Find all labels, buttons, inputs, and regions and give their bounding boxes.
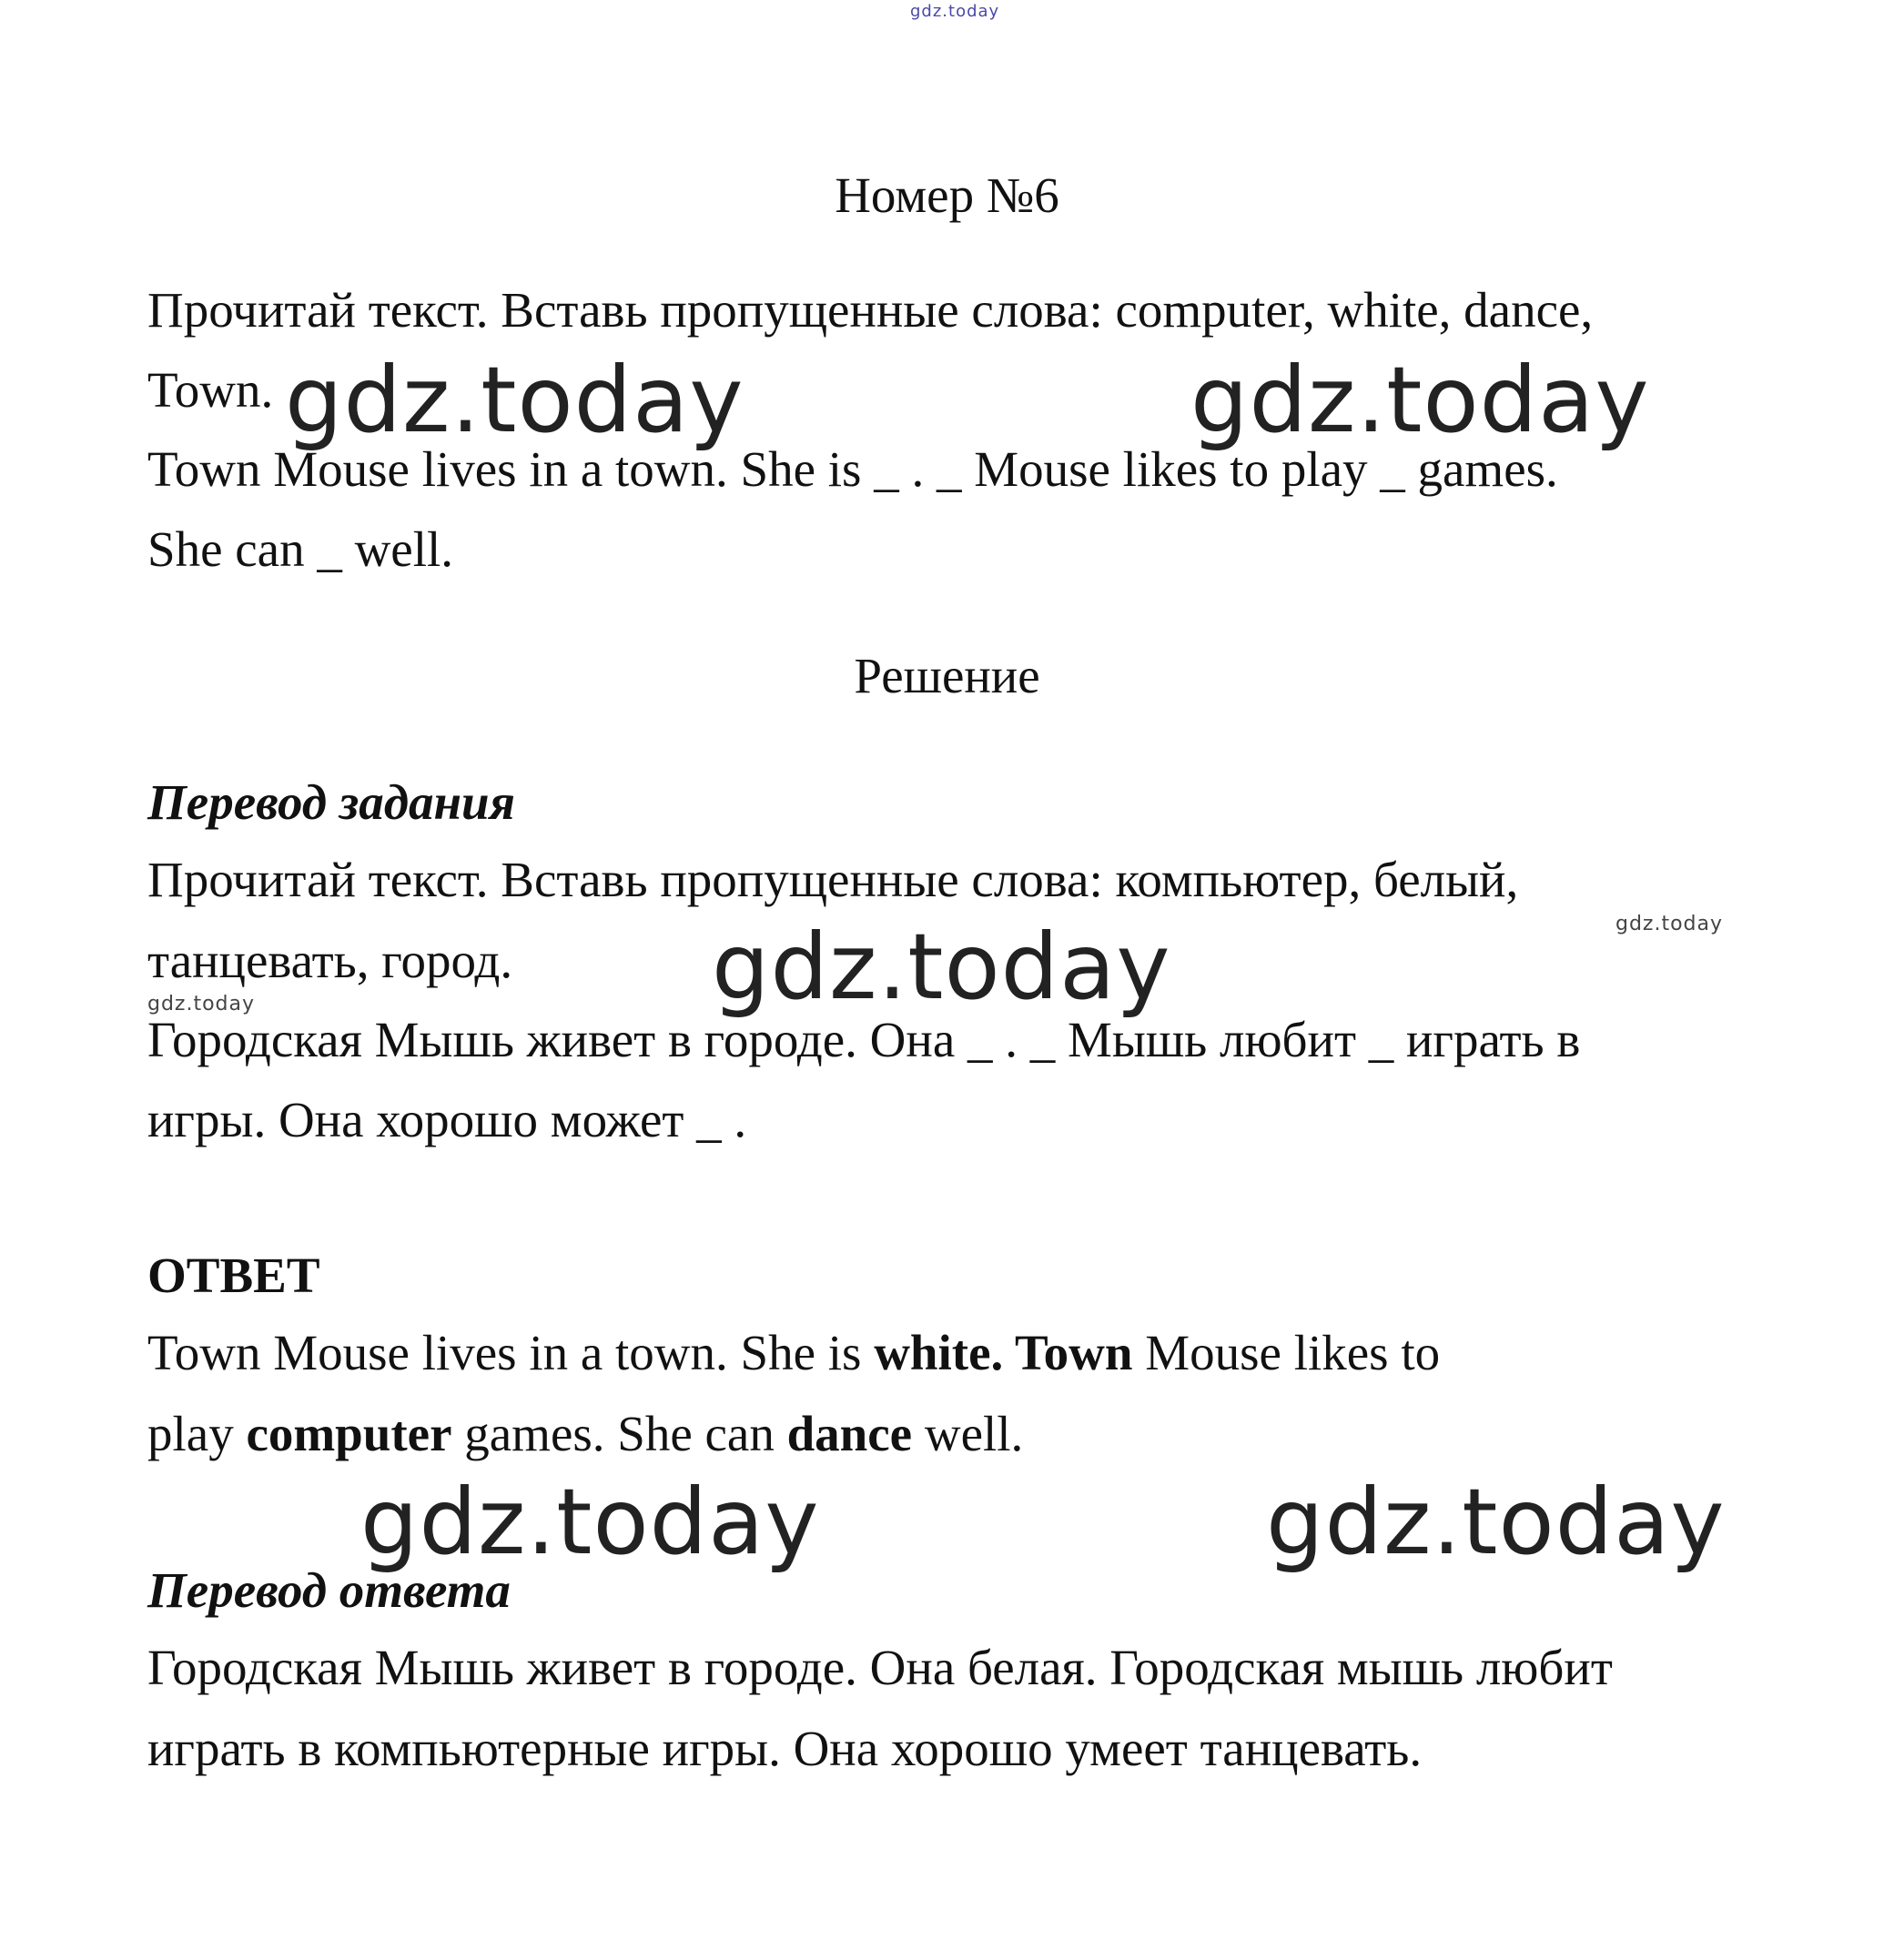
watermark-logo: gdz.today (360, 1469, 820, 1575)
answer-bold-word: dance (786, 1406, 913, 1461)
task-line-4: She can _ well. (147, 521, 454, 577)
answer-text: play (147, 1406, 247, 1461)
task-line-2: Town. (147, 362, 274, 418)
watermark-logo: gdz.today (712, 914, 1171, 1020)
watermark-small: gdz.today (147, 993, 256, 1015)
answer-text: Town Mouse lives in a town. She is (147, 1325, 875, 1380)
answer-bold-word: white. Town (874, 1325, 1133, 1380)
translation-task-line-1: Прочитай текст. Вставь пропущенные слова: компьютер, белый, (147, 852, 1519, 907)
top-watermark: gdz.today (910, 2, 1000, 21)
answer-bold-word: computer (246, 1406, 452, 1461)
watermark-logo: gdz.today (1190, 347, 1650, 453)
watermark-logo: gdz.today (1266, 1469, 1726, 1575)
translation-task-line-3: Городская Мышь живет в городе. Она _ . _ Мышь любит _ играть в (147, 1012, 1581, 1067)
answer-text: Mouse likes to (1132, 1325, 1441, 1380)
task-line-1: Прочитай текст. Вставь пропущенные слова: computer, white, dance, (147, 282, 1594, 338)
translation-answer-heading: Перевод ответа (147, 1562, 511, 1618)
watermark-logo: gdz.today (285, 347, 744, 453)
translation-answer-line-1: Городская Мышь живет в городе. Она белая. Городская мышь любит (147, 1640, 1613, 1695)
answer-text: well. (912, 1406, 1024, 1461)
answer-text: games. She can (451, 1406, 787, 1461)
solution-heading: Решение (854, 648, 1040, 703)
translation-task-heading: Перевод задания (147, 774, 515, 830)
watermark-small: gdz.today (1615, 913, 1724, 935)
answer-line-2 (147, 1405, 1023, 1463)
translation-task-line-4: игры. Она хорошо может _ . (147, 1092, 747, 1147)
page-title: Номер №6 (835, 167, 1059, 223)
answer-heading: ОТВЕТ (147, 1248, 320, 1303)
answer-line-1 (147, 1324, 1440, 1382)
translation-task-line-2: танцевать, город. (147, 933, 513, 988)
task-line-3: Town Mouse lives in a town. She is _ . _ Mouse likes to play _ games. (147, 441, 1558, 497)
translation-answer-line-2: играть в компьютерные игры. Она хорошо умеет танцевать. (147, 1721, 1423, 1776)
